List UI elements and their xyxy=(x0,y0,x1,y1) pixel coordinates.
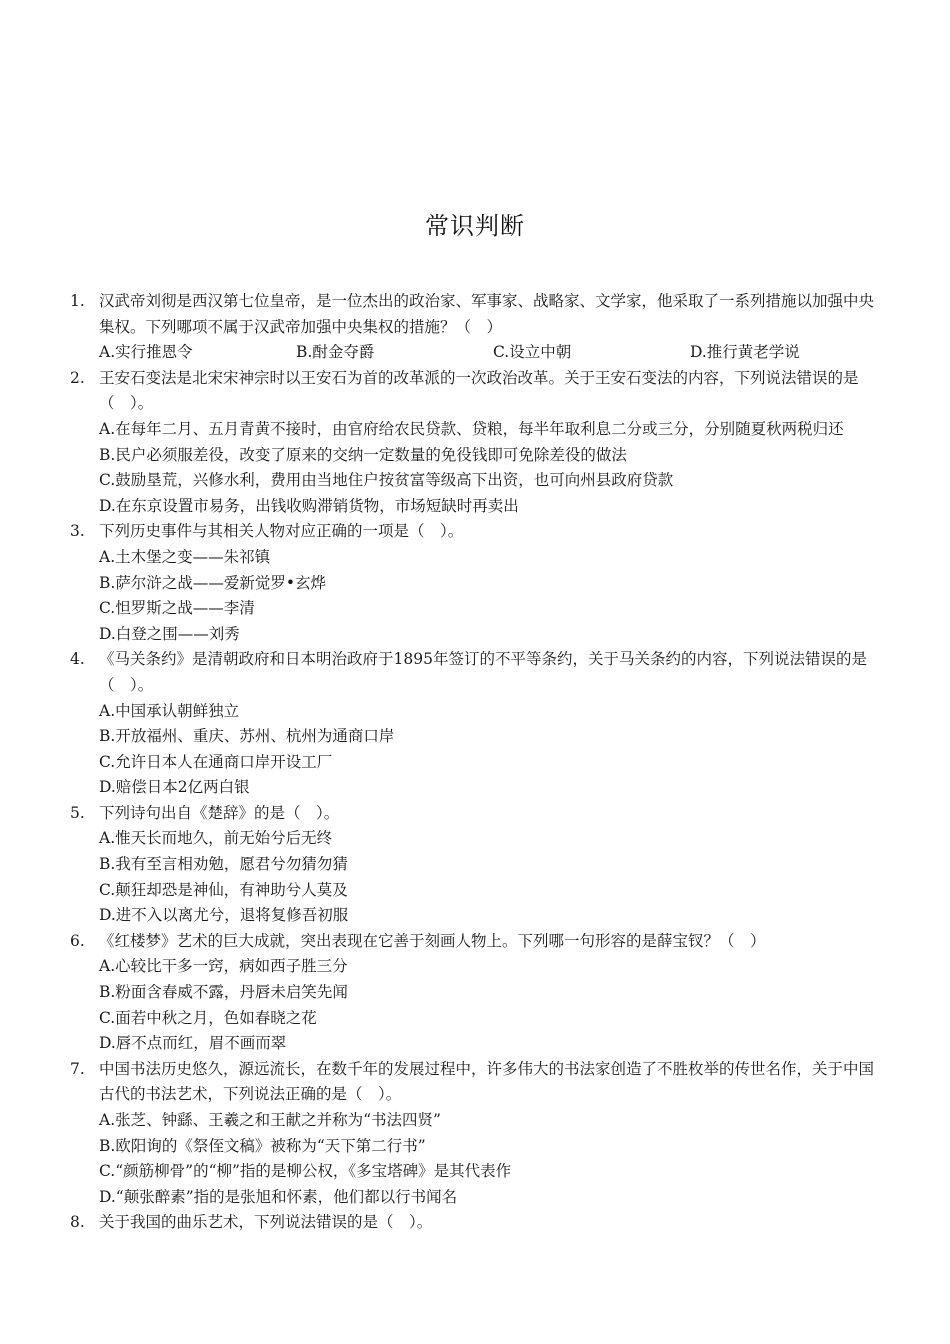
question-number: 1. xyxy=(70,292,85,310)
question-number: 5. xyxy=(70,803,85,822)
option-c: C.怛罗斯之战——李清 xyxy=(99,599,255,618)
option-a: A.心较比干多一窍，病如西子胜三分 xyxy=(99,957,348,976)
option-b: B.粉面含春威不露，丹唇未启笑先闻 xyxy=(99,983,348,1002)
question-item xyxy=(70,366,880,520)
question-stem: 王安石变法是北宋宋神宗时以王安石为首的改革派的一次政治改革。关于王安石变法的内容，下列说法错误的是（ ）。 xyxy=(99,368,859,413)
question-item xyxy=(70,1057,880,1211)
question-stem: 下列诗句出自《楚辞》的是（ ）。 xyxy=(99,803,340,822)
option-c: C.允许日本人在通商口岸开设工厂 xyxy=(99,752,333,771)
option-c: C.鼓励垦荒，兴修水利，费用由当地住户按贫富等级高下出资，也可向州县政府贷款 xyxy=(99,471,674,490)
question-number: 6. xyxy=(70,931,85,950)
option-d: D.“颠张醉素”指的是张旭和怀素，他们都以行书闻名 xyxy=(99,1187,458,1206)
option-c: C.设立中朝 xyxy=(493,343,572,362)
question-item xyxy=(70,801,880,929)
question-number: 3. xyxy=(70,522,85,541)
question-item xyxy=(70,647,880,801)
question-stem: 《红楼梦》艺术的巨大成就，突出表现在它善于刻画人物上。下列哪一句形容的是薛宝钗？（ ） xyxy=(99,931,766,950)
option-b: B.萨尔浒之战——爱新觉罗•玄烨 xyxy=(99,573,326,592)
question-stem: 中国书法历史悠久，源远流长，在数千年的发展过程中，许多伟大的书法家创造了不胜枚举的传世名作，关于中国古代的书法艺术，下列说法正确的是（ ）。 xyxy=(99,1059,875,1104)
option-b: B.我有至言相劝勉，愿君兮勿猜勿猜 xyxy=(99,855,348,874)
option-a: A.在每年二月、五月青黄不接时，由官府给农民贷款、贷粮，每半年取利息二分或三分，分别随夏秋两税归还 xyxy=(99,419,844,438)
option-d: D.推行黄老学说 xyxy=(690,343,800,362)
question-stem: 汉武帝刘彻是西汉第七位皇帝，是一位杰出的政治家、军事家、战略家、文学家，他采取了一系列措施以加强中央集权。下列哪项不属于汉武帝加强中央集权的措施？（ ） xyxy=(99,292,875,336)
question-item xyxy=(70,289,880,366)
question-number: 4. xyxy=(70,650,85,669)
option-b: B.开放福州、重庆、苏州、杭州为通商口岸 xyxy=(99,727,395,746)
option-a: A.中国承认朝鲜独立 xyxy=(99,701,240,720)
question-item xyxy=(70,519,880,647)
option-a: A.张芝、钟繇、王羲之和王献之并称为“书法四贤” xyxy=(99,1111,441,1129)
question-stem: 《马关条约》是清朝政府和日本明治政府于1895年签订的不平等条约，关于马关条约的内容，下列说法错误的是（ ）。 xyxy=(99,650,867,694)
question-number: 2. xyxy=(70,368,85,387)
question-list xyxy=(70,289,880,1236)
question-stem: 关于我国的曲乐艺术，下列说法错误的是（ ）。 xyxy=(99,1213,433,1232)
question-number: 8. xyxy=(70,1213,85,1232)
question-number: 7. xyxy=(70,1059,85,1078)
option-b: B.欧阳询的《祭侄文稿》被称为“天下第二行书” xyxy=(99,1136,426,1155)
option-d: D.进不入以离尤兮，退将复修吾初服 xyxy=(99,906,349,925)
option-b: B.酎金夺爵 xyxy=(296,343,375,362)
question-item xyxy=(70,929,880,1057)
option-d: D.唇不点而红，眉不画而翠 xyxy=(99,1034,287,1053)
option-c: C.面若中秋之月，色如春晓之花 xyxy=(99,1008,317,1027)
page-title: 常识判断 xyxy=(425,212,525,240)
option-d: D.白登之围——刘秀 xyxy=(99,624,240,643)
option-d: D.在东京设置市易务，出钱收购滞销货物，市场短缺时再卖出 xyxy=(99,496,519,515)
option-b: B.民户必须服差役，改变了原来的交纳一定数量的免役钱即可免除差役的做法 xyxy=(99,445,627,464)
question-stem: 下列历史事件与其相关人物对应正确的一项是（ ）。 xyxy=(99,522,464,541)
option-d: D.赔偿日本2亿两白银 xyxy=(99,778,250,797)
option-a: A.实行推恩令 xyxy=(99,343,193,362)
option-c: C.“颜筋柳骨”的“柳”指的是柳公权，《多宝塔碑》是其代表作 xyxy=(99,1162,512,1181)
option-a: A.土木堡之变——朱祁镇 xyxy=(99,547,271,566)
option-c: C.颠狂却恐是神仙，有神助兮人莫及 xyxy=(99,880,348,899)
question-item xyxy=(70,1210,880,1236)
option-row xyxy=(99,340,880,366)
option-a: A.惟天长而地久，前无始兮后无终 xyxy=(99,829,333,848)
